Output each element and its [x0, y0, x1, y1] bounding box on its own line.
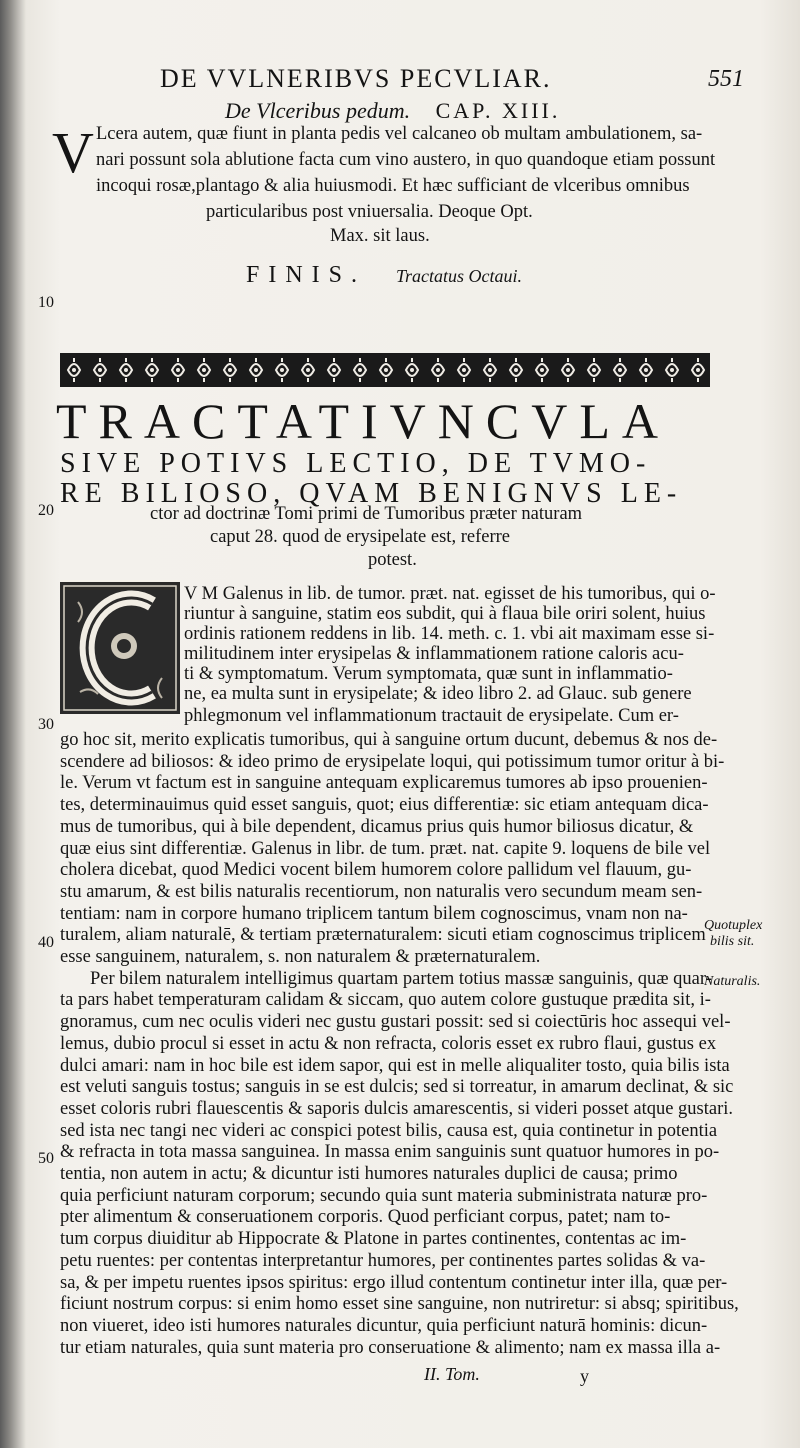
chapter-heading: [225, 98, 560, 124]
body-line: ficiunt nostrum corpus: si enim homo esset sine sanguine, non nutriretur: si absq; spiritibus,: [60, 1294, 739, 1315]
body-line: scendere ad biliosos: & ideo primo de erysipelate loqui, qui potissimum tumor oritur à bi-: [60, 751, 725, 772]
treatise-subtitle-small: caput 28. quod de erysipelate est, referre: [210, 527, 510, 547]
chapter-title: De Vlceribus pedum.: [225, 98, 411, 123]
body-line: militudinem inter erysipelas & inflammationem ratione caloris acu-: [184, 644, 684, 664]
treatise-subtitle-small: ctor ad doctrinæ Tomi primi de Tumoribus præter naturam: [150, 504, 583, 524]
body-line: phlegmonum vel inflammationum tractauit de erysipelate. Cum er-: [184, 706, 679, 726]
line-number: 20: [38, 502, 54, 519]
body-line: tes, determinauimus quid esset sanguis, quot; eius differentiæ: sic etiam antequam dica-: [60, 795, 709, 816]
body-line: ne, ea multa sunt in erysipelate; & ideo libro 2. ad Glauc. sub genere: [184, 684, 692, 704]
decorated-initial-c: [60, 582, 180, 714]
chapter-line: incoqui rosæ,plantago & alia huiusmodi. Et hæc sufficiant de vlceribus omnibus: [96, 176, 690, 196]
body-line: cholera dicebat, quod Medici vocent bilem humorem colore pallidum vel flauum, gu-: [60, 860, 692, 881]
line-number: 30: [38, 716, 54, 733]
running-head: DE VVLNERIBVS PECVLIAR.: [160, 64, 552, 93]
body-line: dulci amari: nam in hoc bile est idem sapor, qui est in melle aliqualiter tosto, quia bilis ista: [60, 1055, 730, 1076]
body-line: petu ruentes: per contentas interpretantur humores, per continentes partes solidas & va-: [60, 1250, 706, 1271]
body-line: riuntur à sanguine, statim eos subdit, qui à flaua bile oriri solent, huius: [184, 604, 706, 624]
body-line: sa, & per impetu ruentes ipsos spiritus: ergo illud contentum continetur inter illa, quæ per-: [60, 1272, 728, 1293]
chapter-number: CAP. XIII.: [435, 98, 561, 123]
page-number: 551: [708, 66, 744, 92]
body-line: non viueret, ideo isti humores naturales dicuntur, quia perficiunt naturā hominis: dicun-: [60, 1315, 708, 1336]
body-line: ti & symptomatum. Verum symptomata, quæ sunt in inflammatio-: [184, 664, 673, 684]
body-line: V M Galenus in lib. de tumor. præt. nat. egisset de his tumoribus, qui o-: [184, 584, 716, 604]
body-line: pter alimentum & conseruationem corporis. Quod perficiant corpus, patet; nam to-: [60, 1207, 671, 1228]
signature-mark: II. Tom.: [424, 1364, 480, 1384]
chapter-initial: V: [52, 120, 94, 185]
line-number: 50: [38, 1150, 54, 1167]
body-line: tentiam: nam in corpore humano triplicem tantum bilem cognoscimus, vnam non na-: [60, 903, 688, 924]
chapter-line: Lcera autem, quæ fiunt in planta pedis vel calcaneo ob multam ambulationem, sa-: [96, 124, 703, 144]
body-line: Per bilem naturalem intelligimus quartam partem totius massæ sanguinis, quæ quar-: [90, 968, 712, 989]
body-line: mus de tumoribus, qui à bile dependent, dicamus prius quis humor biliosus dicatur, &: [60, 816, 694, 837]
finis-subtitle: Tractatus Octaui.: [396, 266, 523, 286]
margin-note: bilis sit.: [710, 934, 755, 949]
body-line: tum corpus diuiditur ab Hippocrate & Platone in partes continentes, contentas ac im-: [60, 1229, 687, 1250]
body-line: quæ eius sint differentiæ. Galenus in libr. de tum. præt. nat. capite 9. loquens de bile vel: [60, 838, 711, 859]
body-line: esset coloris rubri flauescentis & saporis dulcis amarescentis, si videri posset atque gustari.: [60, 1098, 734, 1119]
chapter-line: particularibus post vniuersalia. Deoque Opt.: [206, 202, 533, 222]
ornamental-border: [60, 353, 710, 387]
body-line: & refracta in tota massa sanguinea. In massa enim sanguinis sunt quatuor humores in po-: [60, 1142, 720, 1163]
body-line: esse sanguinem, naturalem, s. non naturalem & præternaturalem.: [60, 947, 541, 967]
body-line: turalem, aliam naturalē, & tertiam præternaturalem: sicuti etiam cognoscimus triplicem: [60, 925, 706, 946]
treatise-subtitle-line: SIVE POTIVS LECTIO, DE TVMO-: [60, 448, 652, 479]
body-line: tentia, non autem in actu; & dicuntur isti humores naturales duplici de causa; primo: [60, 1164, 678, 1184]
body-line: est veluti sanguis tostus; sanguis in se est dulcis; sed si torreatur, in amarum declinat, & sic: [60, 1077, 734, 1098]
treatise-subtitle-small: potest.: [368, 550, 417, 570]
margin-note: Quotuplex: [704, 918, 763, 933]
body-line: go hoc sit, merito explicatis tumoribus, qui à sanguine ortum ducunt, debemus & nos de-: [60, 730, 718, 750]
body-line: le. Verum vt factum est in sanguine antequam explicaremus tumores ab ipso prouenien-: [60, 773, 708, 794]
body-line: ta pars habet temperaturam calidam & siccam, quo autem colore gustuque prædita sit, i-: [60, 990, 711, 1011]
treatise-subtitle-line: RE BILIOSO, QVAM BENIGNVS LE-: [60, 478, 683, 509]
margin-note: Naturalis.: [704, 974, 761, 989]
body-line: ordinis rationem reddens in lib. 14. meth. c. 1. vbi ait maximam esse si-: [184, 624, 715, 644]
chapter-line: nari possunt sola ablutione facta cum vino austero, in quo quandoque etiam possunt: [96, 150, 716, 170]
body-line: quia perficiunt naturam corporum; secundo quia sunt materia subministrata naturæ pro-: [60, 1185, 708, 1206]
body-line: sed ista nec tangi nec videri ac conspici potest bilis, causa est, quia continetur in potentia: [60, 1120, 718, 1141]
signature-letter: y: [580, 1366, 589, 1386]
body-line: tur etiam naturales, quia sunt materia pro conseruatione & alimento; nam ex massa illa a-: [60, 1337, 721, 1358]
chapter-line: Max. sit laus.: [330, 226, 430, 246]
body-line: gnoramus, cum nec oculis videri nec gustu gustari possit: sed si coiectūris hoc assequi vel-: [60, 1012, 731, 1033]
body-line: lemus, dubio procul si esset in actu & non refracta, coloris esset ex rubro flaui, gustus ex: [60, 1033, 717, 1054]
body-line: stu amarum, & est bilis naturalis recentiorum, non naturalis vero secundum meam sen-: [60, 881, 703, 902]
line-number: 10: [38, 294, 54, 311]
finis-text: FINIS.: [246, 262, 367, 288]
treatise-title: TRACTATIVNCVLA: [56, 393, 670, 449]
line-number: 40: [38, 934, 54, 951]
